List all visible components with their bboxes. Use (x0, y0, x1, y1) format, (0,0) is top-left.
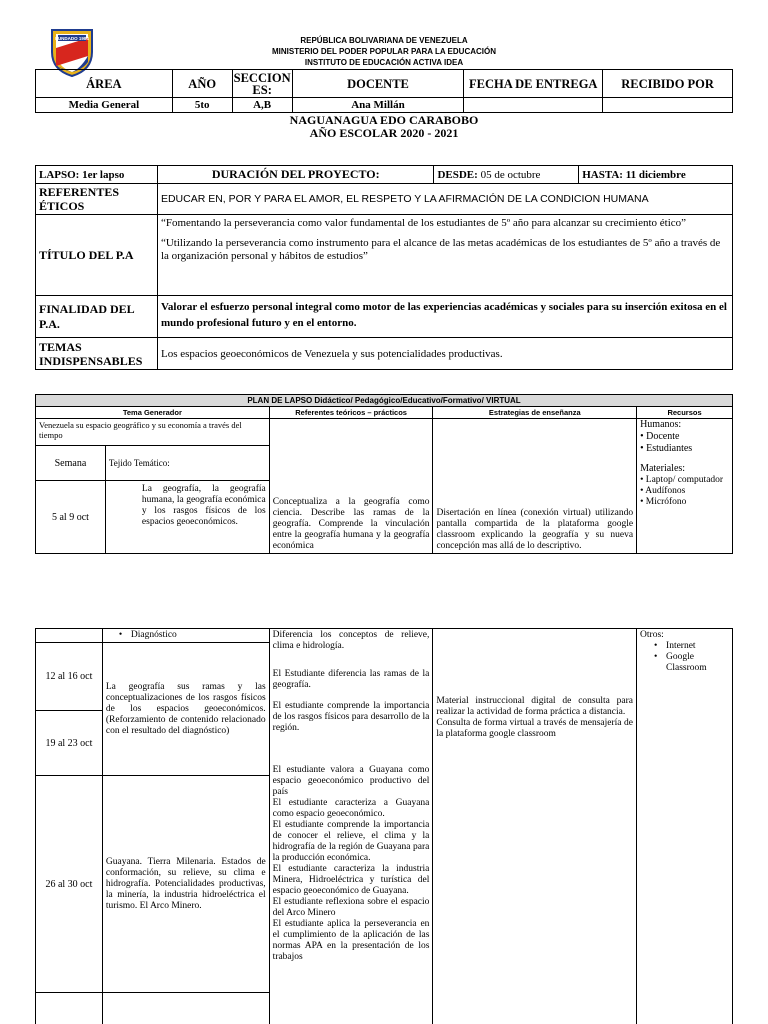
republic-heading: REPÚBLICA BOLIVARIANA DE VENEZUELA (300, 36, 468, 45)
week1-dates: 5 al 9 oct (36, 481, 106, 554)
reference-item: El estudiante caracteriza la industria Minera, Hidroeléctrica y turística del espacio geoeconómico de Guayana. (272, 864, 430, 896)
week4-dates: 26 al 30 oct (36, 776, 103, 993)
from-value: 05 de octubre (477, 168, 541, 181)
ministry-heading: MINISTERIO DEL PODER POPULAR PARA LA EDUCACIÓN (271, 47, 496, 56)
week2-dates: 12 al 16 oct (36, 643, 103, 711)
week-column-label: Semana (36, 446, 106, 481)
resources-cell (637, 419, 733, 554)
teacher-value: Ana Millán (292, 98, 464, 113)
reference-item: El estudiante aplica la perseverancia en el cumplimiento de la aplicación de las normas APA en la presentación de los trabajos (272, 919, 430, 962)
ethical-references-label: REFERENTES ÉTICOS (36, 184, 158, 215)
resource-item: • Estudiantes (640, 443, 729, 455)
reference-item: El estudiante comprende la importancia de los rasgos físicos para desarrollo de la región. (272, 701, 430, 733)
empty-week-cell (36, 993, 103, 1024)
delivery-date-header: FECHA DE ENTREGA (464, 70, 603, 98)
generator-theme-value: Venezuela su espacio geográfico y su economía a través del tiempo (36, 419, 270, 446)
project-table (35, 165, 733, 370)
year-header: AÑO (172, 70, 232, 98)
empty-fabric-cell (102, 993, 269, 1024)
material-resources-list (640, 475, 729, 508)
teacher-header: DOCENTE (292, 70, 464, 98)
from-cell (434, 166, 579, 184)
area-header: ÁREA (36, 70, 173, 98)
reference-item: El estudiante reflexiona sobre el espacio del Arco Minero (272, 897, 430, 918)
sections-header: SECCION ES: (233, 70, 291, 97)
continuation-strategies (433, 629, 637, 1024)
delivery-date-value (464, 98, 603, 113)
duration-label: DURACIÓN DEL PROYECTO: (157, 166, 434, 184)
essential-topics-label: TEMAS INDISPENSABLES (36, 338, 158, 370)
theoretical-references-header: Referentes teóricos – prácticos (269, 407, 433, 419)
resource-item: • Internet (654, 641, 729, 652)
other-resources-list (640, 641, 729, 674)
sections-value: A,B (232, 98, 292, 113)
resource-item: • Docente (640, 431, 729, 443)
teaching-strategies-header: Estrategias de enseñanza (433, 407, 637, 419)
plan-continuation-table (35, 628, 733, 1024)
resource-item: • Laptop/ computador (640, 475, 729, 486)
resource-item: • Audífonos (640, 486, 729, 497)
info-table (35, 69, 733, 113)
reference-item: El estudiante caracteriza a Guayana como espacio geoeconómico. (272, 798, 430, 819)
week2-thematic-fabric: La geografía sus ramas y las conceptualizaciones de los rasgos físicos de los espacios geoeconómicos. (Reforzamiento de contenido relacionado con el resultado del diagnóstico) (102, 643, 269, 776)
project-title-cell (157, 215, 732, 296)
generator-theme-header: Tema Generador (36, 407, 270, 419)
continuation-resources (637, 629, 733, 1024)
week4-thematic-fabric: Guayana. Tierra Milenaria. Estados de conformación, su relieve, su clima e hidrografía. Potencialidades productivas, la minería, la industria hidroeléctrica el turismo. El Arco Minero. (102, 776, 269, 993)
reference-item: Diferencia los conceptos de relieve, clima e hidrología. (272, 630, 430, 651)
week1-strategies: Disertación en línea (conexión virtual) utilizando pantalla compartida de la plataforma google classroom explicando la geografía y su nueva concepción mas allá de lo descriptivo. (433, 419, 637, 554)
lapso-cell: LAPSO: 1er lapso (36, 166, 158, 184)
received-by-value (603, 98, 733, 113)
empty-week-cell (36, 629, 103, 643)
material-resources-label: Materiales: (640, 463, 686, 474)
human-resources-list (640, 431, 729, 455)
resource-item: • Google Classroom (654, 652, 729, 674)
diagnostic-cell (102, 629, 269, 643)
continuation-references (269, 629, 433, 1024)
resource-item: • Micrófono (640, 497, 729, 508)
strategy-item: Material instruccional digital de consulta para realizar la actividad de forma práctica a distancia. (436, 696, 634, 717)
week3-dates: 19 al 23 oct (36, 711, 103, 776)
strategy-item: Consulta de forma virtual a través de mensajería de la plataforma google classroom (436, 718, 634, 739)
thematic-fabric-label: Tejido Temático: (105, 446, 269, 481)
resources-header: Recursos (637, 407, 733, 419)
week1-thematic-fabric: La geografía, la geografía humana, la geografía económica y los rasgos físicos de los espacios geoeconómicos. (105, 481, 269, 554)
plan-table (35, 394, 733, 554)
received-by-header: RECIBIDO POR (603, 70, 733, 98)
purpose-label: FINALIDAD DEL P.A. (36, 296, 158, 338)
school-year-heading: AÑO ESCOLAR 2020 - 2021 (309, 126, 459, 140)
purpose-value: Valorar el esfuerzo personal integral como motor de las experiencias académicas y sociales para su inserción exitosa en el mundo profesional futuro y en el entorno. (157, 296, 732, 338)
reference-item: El estudiante valora a Guayana como espacio geoeconómico productivo del país (272, 765, 430, 797)
diagnostic-item: • Diagnóstico (119, 630, 266, 641)
essential-topics-value: Los espacios geoeconómicos de Venezuela y sus potencialidades productivas. (157, 338, 732, 370)
project-title-label: TÍTULO DEL P.A (36, 215, 158, 296)
project-title-1: “Fomentando la perseverancia como valor fundamental de los estudiantes de 5º año para alcanzar su crecimiento ético” (160, 217, 687, 229)
area-value: Media General (36, 98, 173, 113)
logo-text: FUNDADO 1984 (55, 36, 89, 41)
reference-item: El Estudiante diferencia las ramas de la geografía. (272, 669, 430, 690)
from-label: DESDE: (437, 168, 478, 181)
plan-title: PLAN DE LAPSO Didáctico/ Pedagógico/Educativo/Formativo/ VIRTUAL (36, 395, 733, 407)
week1-references: Conceptualiza a la geografía como ciencia. Describe las ramas de la geografía. Comprende la vinculación entre la geografía humana y la geografía económica (269, 419, 433, 554)
human-resources-label: Humanos: (640, 419, 682, 430)
location-heading: NAGUANAGUA EDO CARABOBO (289, 113, 479, 127)
year-value: 5to (172, 98, 232, 113)
reference-item: El estudiante comprende la importancia de conocer el relieve, el clima y la hidrografía de la región de Guayana para la producción económica. (272, 820, 430, 863)
ethical-references-value: EDUCAR EN, POR Y PARA EL AMOR, EL RESPETO Y LA AFIRMACIÓN DE LA CONDICION HUMANA (157, 184, 732, 215)
project-title-2: “Utilizando la perseverancia como instrumento para el alcance de las metas académicas de los estudiantes de 5º año a través de la organización personal y hábitos de estudios” (160, 237, 721, 262)
other-resources-label: Otros: (640, 630, 664, 640)
until-cell: HASTA: 11 diciembre (579, 166, 733, 184)
institute-heading: INSTITUTO DE EDUCACIÓN ACTIVA IDEA (304, 58, 464, 67)
